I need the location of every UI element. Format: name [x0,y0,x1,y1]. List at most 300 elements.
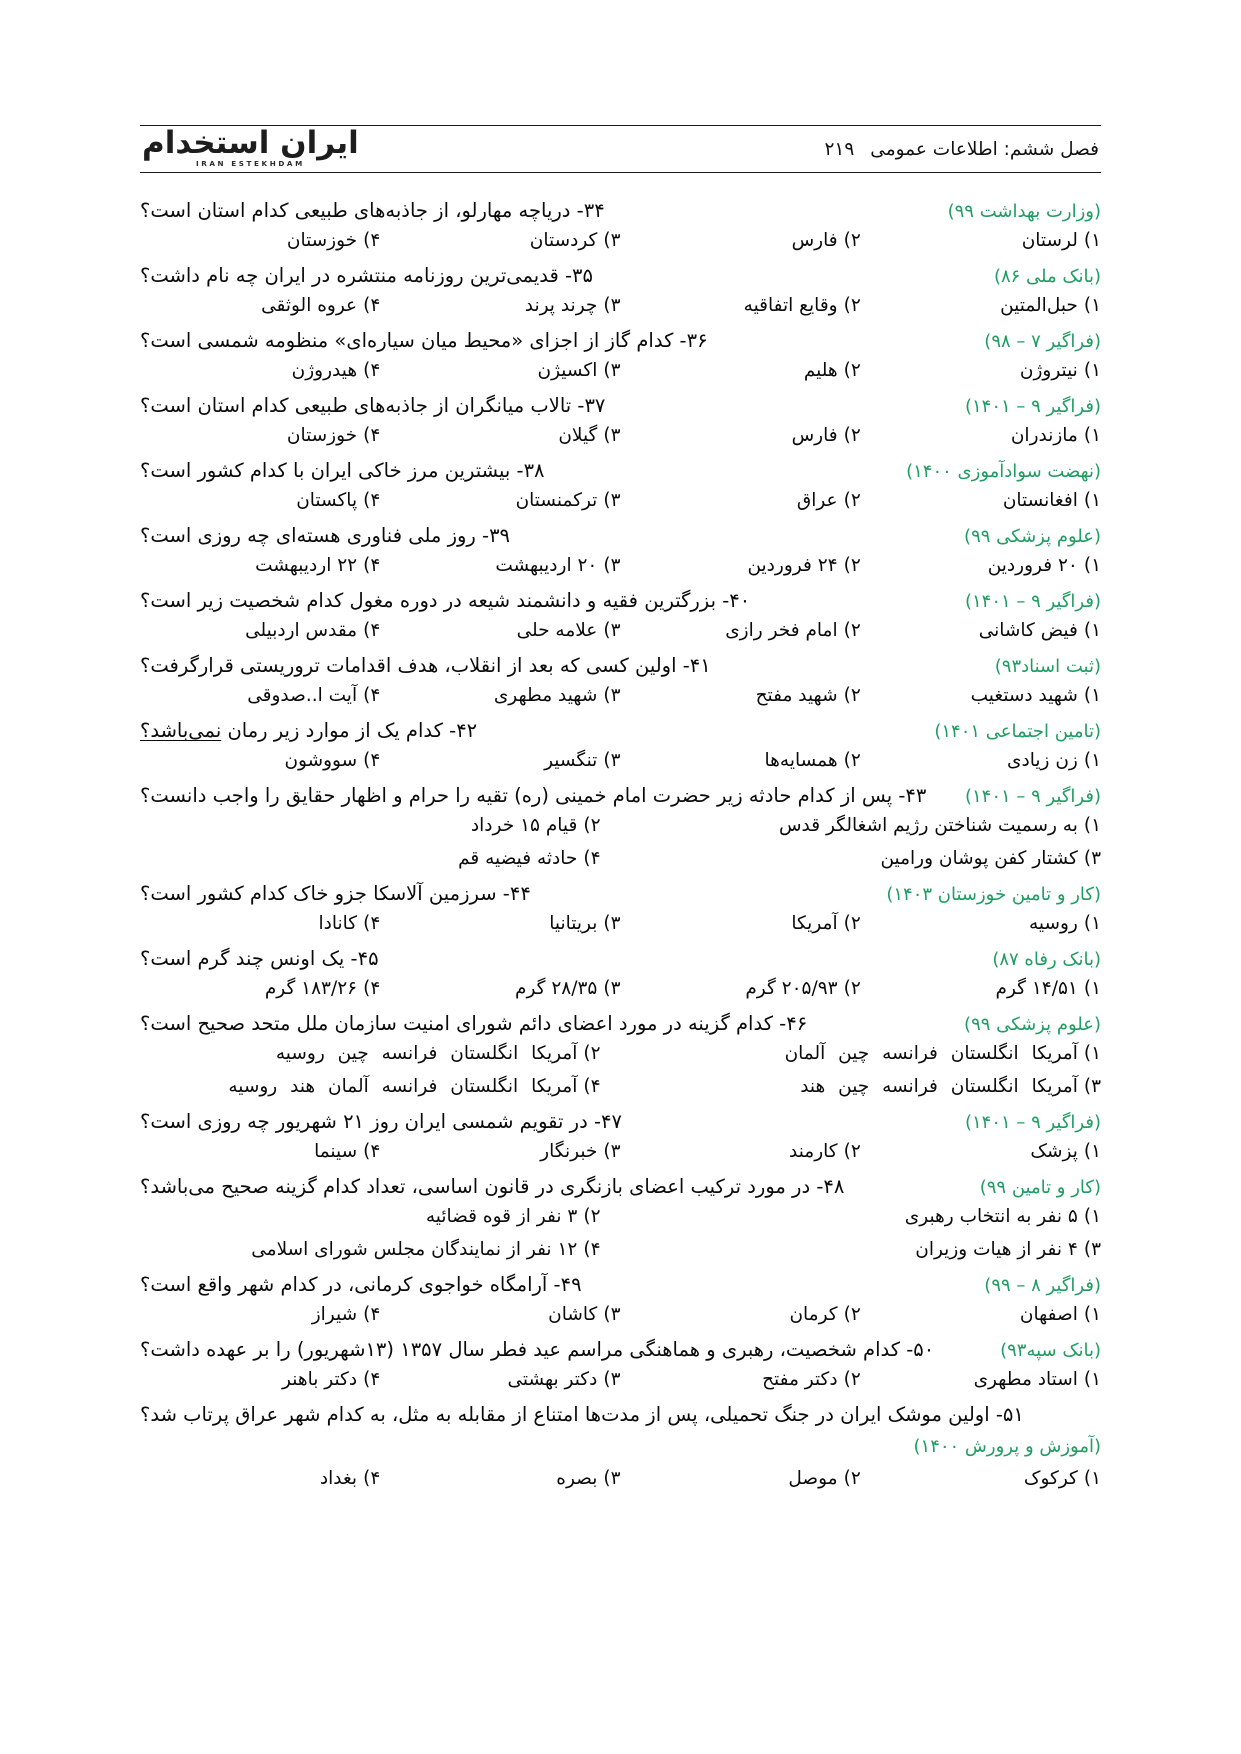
answer-option[interactable] [621,293,861,320]
question-stem [140,879,531,908]
option-number: ۴) [363,620,381,641]
option-label: ۲۴ فروردین [747,555,838,576]
option-label: پاکستان [296,490,358,511]
answer-option[interactable] [140,1204,621,1231]
question-number: ۴۷- [587,1110,622,1133]
answer-option[interactable] [861,1139,1101,1166]
question-source-tag: (ثبت اسناد۹۳) [994,656,1101,677]
option-number: ۳) [603,1141,621,1162]
option-number: ۴) [363,1304,381,1325]
question-block [140,1270,1101,1335]
question-stem-row [140,1172,1101,1204]
question-stem-text: بیشترین مرز خاکی ایران با کدام کشور است؟ [140,459,511,482]
option-label: کاشان [548,1304,598,1325]
option-number: ۱) [1083,425,1101,446]
question-stem-text: کدام گاز از اجزای «محیط میان سیاره‌ای» منظومه شمسی است؟ [140,329,674,352]
option-row [140,618,1101,651]
option-number: ۱) [1083,295,1101,316]
question-stem [140,716,477,745]
answer-option[interactable] [140,683,380,710]
option-row [140,1074,1101,1107]
option-label: روسیه [1028,913,1078,934]
option-number: ۲) [843,1304,861,1325]
question-source-tag: (فراگیر ۹ – ۱۴۰۱) [964,1112,1101,1133]
option-number: ۱) [1083,750,1101,771]
question-number: ۳۸- [510,459,545,482]
answer-option[interactable] [621,423,861,450]
option-row [140,1204,1101,1237]
question-source-tag: (بانک سپه۹۳) [1000,1340,1101,1361]
option-label: ۲۰۵/۹۳ گرم [745,978,838,999]
question-number: ۵۱- [989,1403,1024,1426]
answer-option[interactable] [140,748,380,775]
question-block [140,521,1101,586]
option-label: فارس [791,230,838,251]
option-label: تنگسیر [544,750,598,771]
option-label: حادثه فیضیه قم [458,848,578,869]
answer-option[interactable] [140,293,380,320]
answer-option[interactable] [621,813,1102,840]
option-label: خبرنگار [540,1141,598,1162]
option-row [140,748,1101,781]
answer-option[interactable] [140,911,380,938]
question-source-tag: (کار و تامین ۹۹) [979,1177,1101,1198]
answer-option[interactable] [621,228,861,255]
option-number: ۳) [1083,1076,1101,1097]
option-row [140,813,1101,846]
question-block [140,326,1101,391]
question-source-tag: (تامین اجتماعی ۱۴۰۱) [934,721,1101,742]
option-label: بصره [556,1468,598,1489]
option-row [140,1302,1101,1335]
question-source-tag: (فراگیر ۹ – ۱۴۰۱) [964,786,1101,807]
option-label: افغانستان [1002,490,1078,511]
option-label: موصل [788,1468,838,1489]
option-number: ۲) [843,230,861,251]
question-number: ۴۳- [892,784,927,807]
logo-wordmark: ایران استخدام [142,125,359,162]
question-stem [140,391,605,420]
answer-option[interactable] [861,553,1101,580]
option-number: ۲) [843,295,861,316]
question-source-tag: (فراگیر ۷ – ۹۸) [984,331,1101,352]
option-number: ۴) [363,490,381,511]
question-stem [140,521,510,550]
question-stem-text: کدام یک از موارد زیر رمان [221,719,443,742]
option-row [140,293,1101,326]
answer-option[interactable] [621,1204,1102,1231]
question-block [140,456,1101,521]
option-row [140,1237,1101,1270]
answer-option[interactable] [380,618,620,645]
option-number: ۱) [1083,1206,1101,1227]
option-number: ۱) [1083,1369,1101,1390]
question-stem [140,1270,582,1299]
question-stem-row [140,879,1101,911]
option-number: ۳) [1083,1239,1101,1260]
question-stem-row [140,1009,1101,1041]
answer-option[interactable] [621,748,861,775]
option-label: زن زیادی [1007,750,1078,771]
answer-option[interactable] [380,1466,620,1493]
answer-option[interactable] [621,358,861,385]
question-number: ۳۹- [475,524,511,547]
option-label: فارس [791,425,838,446]
option-number: ۲) [843,360,861,381]
question-source-tag: (کار و تامین خوزستان ۱۴۰۳) [886,884,1101,905]
question-stem [140,1107,622,1136]
answer-option[interactable] [140,1367,380,1394]
question-stem-text: بزرگترین فقیه و دانشمند شیعه در دوره مغول کدام شخصیت زیر است؟ [140,589,716,612]
question-number: ۴۵- [344,947,379,970]
option-row [140,1367,1101,1400]
answer-option[interactable] [861,293,1101,320]
option-label: علامه حلی [516,620,598,641]
option-label: کانادا [318,913,358,934]
answer-option[interactable] [380,683,620,710]
answer-option[interactable] [140,358,380,385]
option-number: ۳) [603,1369,621,1390]
option-label: هیدروژن [291,360,358,381]
option-number: ۲) [583,1043,601,1064]
question-number: ۳۶- [673,329,708,352]
answer-option[interactable] [621,976,861,1003]
answer-option[interactable] [140,1466,380,1493]
answer-option[interactable] [380,488,620,515]
option-number: ۴) [363,295,381,316]
answer-option[interactable] [621,488,861,515]
question-source-tag: (آموزش و پرورش ۱۴۰۰) [913,1436,1101,1457]
answer-option[interactable] [621,1074,1102,1101]
option-number: ۳) [603,685,621,706]
option-number: ۴) [363,1141,381,1162]
option-row [140,1139,1101,1172]
answer-option[interactable] [621,1237,1102,1264]
option-label: شیراز [311,1304,358,1325]
question-block [140,1009,1101,1107]
option-label: سینما [314,1141,358,1162]
answer-option[interactable] [380,358,620,385]
question-stem-text: در تقویم شمسی ایران روز ۲۱ شهریور چه روزی است؟ [140,1110,588,1133]
option-label: کشتار کفن پوشان ورامین [880,848,1078,869]
question-stem [140,781,926,810]
option-label: آمریکا انگلستان فرانسه چین آلمان [784,1043,1078,1064]
question-stem-row [140,326,1101,358]
answer-option[interactable] [380,911,620,938]
answer-option[interactable] [140,1041,621,1068]
option-label: استاد مطهری [973,1369,1078,1390]
option-label: خوزستان [286,425,358,446]
option-label: آیت ا..صدوقی [247,685,358,706]
question-stem [140,944,379,973]
question-number: ۴۱- [676,654,711,677]
option-number: ۴) [363,750,381,771]
option-row [140,846,1101,879]
option-label: امام فخر رازی [725,620,838,641]
question-stem [140,1009,807,1038]
option-label: ۳ نفر از قوه قضائیه [425,1206,578,1227]
option-label: مازندران [1010,425,1078,446]
answer-option[interactable] [621,1139,861,1166]
answer-option[interactable] [140,228,380,255]
page-number: ۲۱۹ [824,138,855,160]
option-label: عراق [796,490,838,511]
option-number: ۱) [1083,555,1101,576]
answer-option[interactable] [380,976,620,1003]
question-stem-text: کدام گزینه در مورد اعضای دائم شورای امنیت سازمان ملل متحد صحیح است؟ [140,1012,773,1035]
option-label: حبل‌المتین [1000,295,1078,316]
option-number: ۱) [1083,360,1101,381]
option-label: ۲۸/۳۵ گرم [515,978,598,999]
option-number: ۳) [603,230,621,251]
answer-option[interactable] [380,1139,620,1166]
option-row [140,1041,1101,1074]
question-stem-row [140,1107,1101,1139]
option-label: کردستان [529,230,598,251]
question-source-tag: (فراگیر ۹ – ۱۴۰۱) [964,396,1101,417]
option-number: ۱) [1083,490,1101,511]
option-label: ۱۲ نفر از نمایندگان مجلس شورای اسلامی [251,1239,578,1260]
option-label: آمریکا انگلستان فرانسه چین هند [800,1076,1078,1097]
option-number: ۲) [843,425,861,446]
option-row [140,553,1101,586]
option-label: گیلان [558,425,598,446]
option-label: نیتروژن [1019,360,1078,381]
question-block [140,716,1101,781]
option-number: ۴) [363,360,381,381]
option-row [140,358,1101,391]
question-stem-row [140,196,1101,228]
option-number: ۲) [843,685,861,706]
answer-option[interactable] [380,293,620,320]
question-stem-text: یک اونس چند گرم است؟ [140,947,345,970]
answer-option[interactable] [861,488,1101,515]
question-source-tag: (نهضت سوادآموزی ۱۴۰۰) [906,461,1101,482]
question-stem-text: دریاچه مهارلو، از جاذبه‌های طبیعی کدام استان است؟ [140,199,571,222]
answer-option[interactable] [380,228,620,255]
question-stem [140,651,711,680]
option-label: ترکمنستان [515,490,598,511]
answer-option[interactable] [861,1367,1101,1394]
option-label: قیام ۱۵ خرداد [470,815,578,836]
question-block [140,391,1101,456]
answer-option[interactable] [861,358,1101,385]
option-number: ۳) [603,978,621,999]
question-number: ۴۶- [772,1012,808,1035]
answer-option[interactable] [621,911,861,938]
question-number: ۴۹- [547,1273,582,1296]
option-number: ۲) [843,750,861,771]
question-stem [140,261,593,290]
answer-option[interactable] [380,748,620,775]
answer-option[interactable] [861,748,1101,775]
option-label: شهید مطهری [493,685,598,706]
chapter-title: فصل ششم: اطلاعات عمومی [870,138,1099,160]
question-block [140,944,1101,1009]
answer-option[interactable] [140,976,380,1003]
question-stem-row [140,781,1101,813]
question-stem-row [140,1400,1101,1432]
question-block [140,1107,1101,1172]
answer-option[interactable] [861,911,1101,938]
option-number: ۱) [1083,913,1101,934]
option-label: عروه الوثقی [261,295,358,316]
option-label: پزشک [1030,1141,1078,1162]
option-label: دکتر باهنر [282,1369,358,1390]
option-label: بریتانیا [549,913,598,934]
answer-option[interactable] [140,813,621,840]
option-label: ۲۲ اردیبهشت [255,555,358,576]
answer-option[interactable] [380,1367,620,1394]
option-number: ۴) [583,1239,601,1260]
answer-option[interactable] [621,1041,1102,1068]
page-header [140,125,1101,173]
question-stem-row [140,456,1101,488]
option-number: ۲) [843,490,861,511]
question-stem-row [140,391,1101,423]
question-source-tag: (علوم پزشکی ۹۹) [964,526,1101,547]
option-label: ۴ نفر از هیات وزیران [915,1239,1078,1260]
question-stem [140,1400,1024,1429]
question-stem-text: سرزمین آلاسکا جزو خاک کدام کشور است؟ [140,882,497,905]
option-row [140,228,1101,261]
question-number: ۳۴- [570,199,605,222]
option-label: آمریکا انگلستان فرانسه چین روسیه [275,1043,578,1064]
question-stem-text: قدیمی‌ترین روزنامه منتشره در ایران چه نام داشت؟ [140,264,559,287]
option-label: ۵ نفر به انتخاب رهبری [904,1206,1078,1227]
answer-option[interactable] [861,423,1101,450]
option-label: بغداد [319,1468,358,1489]
option-row [140,683,1101,716]
answer-option[interactable] [621,553,861,580]
option-number: ۴) [363,1468,381,1489]
question-block [140,1172,1101,1270]
question-stem-text: کدام شخصیت، رهبری و هماهنگی مراسم عید فطر سال ۱۳۵۷ (۱۳شهریور) را بر عهده داشت؟ [140,1338,901,1361]
option-number: ۳) [603,620,621,641]
question-stem [140,586,750,615]
question-stem-row [140,1270,1101,1302]
option-number: ۲) [843,1468,861,1489]
answer-option[interactable] [140,553,380,580]
answer-option[interactable] [621,1367,861,1394]
question-stem-text: اولین موشک ایران در جنگ تحمیلی، پس از مدت‌ها امتناع از مقابله به مثل، به کدام شهر عراق پرتاب شد؟ [140,1403,990,1426]
logo-subtitle: IRAN ESTEKHDAM [195,158,305,168]
option-label: ۲۰ فروردین [987,555,1078,576]
question-block [140,781,1101,879]
answer-option[interactable] [140,488,380,515]
question-stem-row [140,586,1101,618]
question-stem-row [140,651,1101,683]
answer-option[interactable] [861,1302,1101,1329]
option-number: ۱) [1083,1043,1101,1064]
option-number: ۴) [363,425,381,446]
option-label: دکتر بهشتی [507,1369,598,1390]
question-number: ۴۸- [810,1175,845,1198]
answer-option[interactable] [861,228,1101,255]
answer-option[interactable] [861,683,1101,710]
option-label: آمریکا [791,913,838,934]
question-block [140,196,1101,261]
question-stem-text: اولین کسی که بعد از انقلاب، هدف اقدامات تروریستی قرارگرفت؟ [140,654,677,677]
option-label: سووشون [284,750,358,771]
answer-option[interactable] [140,1074,621,1101]
answer-option[interactable] [140,846,621,873]
option-label: ۱۸۳/۲۶ گرم [264,978,358,999]
option-row [140,911,1101,944]
answer-option[interactable] [140,1237,621,1264]
answer-option[interactable] [380,423,620,450]
option-label: چرند پرند [524,295,598,316]
answer-option[interactable] [861,618,1101,645]
answer-option[interactable] [621,1302,861,1329]
option-label: آمریکا انگلستان فرانسه آلمان هند روسیه [228,1076,578,1097]
question-source-tag: (بانک رفاه ۸۷) [992,949,1101,970]
option-number: ۲) [843,620,861,641]
question-block [140,586,1101,651]
option-number: ۲) [843,1141,861,1162]
question-number: ۵۰- [900,1338,935,1361]
answer-option[interactable] [621,846,1102,873]
answer-option[interactable] [861,976,1101,1003]
question-number: ۴۰- [716,589,751,612]
option-number: ۱) [1083,815,1101,836]
question-number: ۳۵- [558,264,593,287]
question-block [140,651,1101,716]
option-number: ۳) [1083,848,1101,869]
option-label: لرستان [1021,230,1078,251]
option-label: به رسمیت شناختن رژیم اشغالگر قدس [778,815,1078,836]
option-label: ۲۰ اردیبهشت [495,555,598,576]
answer-option[interactable] [140,1139,380,1166]
option-label: شهید دستغیب [970,685,1078,706]
option-number: ۲) [843,913,861,934]
answer-option[interactable] [140,423,380,450]
answer-option[interactable] [140,1302,380,1329]
option-number: ۱) [1083,1304,1101,1325]
option-number: ۴) [363,230,381,251]
option-number: ۲) [843,1369,861,1390]
question-list [140,196,1101,1499]
question-stem-row [140,944,1101,976]
answer-option[interactable] [861,1466,1101,1493]
option-label: اصفهان [1019,1304,1078,1325]
answer-option[interactable] [621,1466,861,1493]
option-row [140,423,1101,456]
option-number: ۲) [583,815,601,836]
answer-option[interactable] [380,1302,620,1329]
question-source-tag: (فراگیر ۸ – ۹۹) [984,1275,1101,1296]
answer-option[interactable] [380,553,620,580]
question-block [140,1400,1101,1499]
option-number: ۱) [1083,978,1101,999]
option-number: ۳) [603,1468,621,1489]
option-number: ۱) [1083,1141,1101,1162]
option-label: کارمند [789,1141,838,1162]
option-row [140,976,1101,1009]
option-number: ۱) [1083,1468,1101,1489]
question-stem-underlined: نمی‌باشد؟ [140,719,222,742]
option-number: ۳) [603,913,621,934]
answer-option[interactable] [621,683,861,710]
option-number: ۳) [603,490,621,511]
option-number: ۴) [363,1369,381,1390]
answer-option[interactable] [621,618,861,645]
option-number: ۲) [583,1206,601,1227]
option-number: ۱) [1083,685,1101,706]
option-number: ۳) [603,750,621,771]
answer-option[interactable] [140,618,380,645]
question-stem-row [140,1335,1101,1367]
